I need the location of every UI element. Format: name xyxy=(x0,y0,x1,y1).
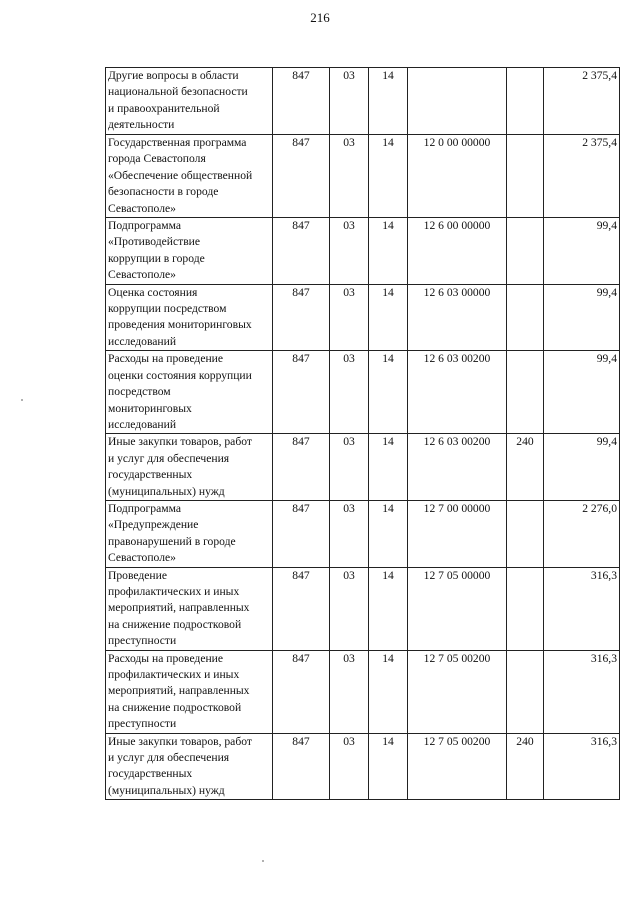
item-name-line: Севастополе» xyxy=(108,268,176,282)
amount-cell: 316,3 xyxy=(544,733,620,800)
budget-table xyxy=(105,67,620,800)
item-name-cell xyxy=(106,567,273,650)
department-code-cell: 847 xyxy=(273,733,330,800)
item-name-line: «Обеспечение общественной xyxy=(108,168,253,182)
expense-type-cell xyxy=(507,567,544,650)
item-name-line: безопасности в городе xyxy=(108,185,219,199)
item-name-line: государственных xyxy=(108,468,193,482)
target-article-cell: 12 7 05 00200 xyxy=(408,733,507,800)
item-name-line: (муниципальных) нужд xyxy=(108,484,225,498)
item-name-line: деятельности xyxy=(108,118,175,132)
subsection-code-cell: 14 xyxy=(369,500,408,567)
table-row xyxy=(106,567,620,650)
item-name-line: Севастополе» xyxy=(108,201,176,215)
section-code-cell: 03 xyxy=(330,500,369,567)
item-name-cell xyxy=(106,68,273,135)
expense-type-cell xyxy=(507,284,544,351)
subsection-code-cell: 14 xyxy=(369,733,408,800)
scan-speck xyxy=(21,399,23,401)
subsection-code-cell: 14 xyxy=(369,567,408,650)
expense-type-cell xyxy=(507,500,544,567)
table-row xyxy=(106,733,620,800)
budget-table-body xyxy=(106,68,620,800)
department-code-cell: 847 xyxy=(273,650,330,733)
table-row xyxy=(106,284,620,351)
item-name-line: «Предупреждение xyxy=(108,518,199,532)
item-name-line: профилактических и иных xyxy=(108,668,240,681)
subsection-code-cell: 14 xyxy=(369,650,408,733)
section-code-cell: 03 xyxy=(330,567,369,650)
item-name-line: Проведение xyxy=(108,568,167,582)
department-code-cell: 847 xyxy=(273,135,330,218)
table-row xyxy=(106,218,620,285)
department-code-cell: 847 xyxy=(273,284,330,351)
item-name-line: Иные закупки товаров, работ xyxy=(108,734,252,748)
target-article-cell: 12 7 05 00200 xyxy=(408,650,507,733)
expense-type-cell xyxy=(507,650,544,733)
subsection-code-cell: 14 xyxy=(369,218,408,285)
subsection-code-cell: 14 xyxy=(369,284,408,351)
item-name-line: исследований xyxy=(108,417,177,431)
expense-type-cell xyxy=(507,135,544,218)
item-name-line: Расходы на проведение xyxy=(108,352,224,366)
table-row xyxy=(106,351,620,434)
item-name-cell xyxy=(106,650,273,733)
department-code-cell: 847 xyxy=(273,567,330,650)
department-code-cell: 847 xyxy=(273,434,330,501)
item-name-line: правонарушений в городе xyxy=(108,534,236,548)
target-article-cell: 12 6 00 00000 xyxy=(408,218,507,285)
table-row xyxy=(106,650,620,733)
target-article-cell xyxy=(408,68,507,135)
item-name-line: проведения мониторинговых xyxy=(108,318,252,332)
item-name-line: мероприятий, направленных xyxy=(108,684,250,698)
item-name-line: Расходы на проведение xyxy=(108,651,224,665)
amount-cell: 2 276,0 xyxy=(544,500,620,567)
item-name-line: и услуг для обеспечения xyxy=(108,451,230,465)
amount-cell: 99,4 xyxy=(544,434,620,501)
scan-speck xyxy=(262,860,264,862)
item-name-line: Севастополе» xyxy=(108,551,176,565)
table-row xyxy=(106,500,620,567)
item-name-line: мероприятий, направленных xyxy=(108,601,250,615)
department-code-cell: 847 xyxy=(273,68,330,135)
department-code-cell: 847 xyxy=(273,351,330,434)
expense-type-cell: 240 xyxy=(507,733,544,800)
item-name-line: преступности xyxy=(108,717,177,731)
expense-type-cell: 240 xyxy=(507,434,544,501)
item-name-line: на снижение подростковой xyxy=(108,617,242,631)
item-name-line: профилактических и иных xyxy=(108,584,240,598)
item-name-line: на снижение подростковой xyxy=(108,700,242,714)
item-name-line: исследований xyxy=(108,334,177,348)
expense-type-cell xyxy=(507,68,544,135)
item-name-line: Подпрограмма xyxy=(108,219,181,233)
section-code-cell: 03 xyxy=(330,351,369,434)
item-name-cell xyxy=(106,218,273,285)
item-name-cell xyxy=(106,434,273,501)
item-name-line: и услуг для обеспечения xyxy=(108,751,230,765)
item-name-cell xyxy=(106,284,273,351)
amount-cell: 2 375,4 xyxy=(544,135,620,218)
amount-cell: 316,3 xyxy=(544,567,620,650)
expense-type-cell xyxy=(507,218,544,285)
table-row xyxy=(106,434,620,501)
table-row xyxy=(106,68,620,135)
item-name-line: Подпрограмма xyxy=(108,501,181,515)
item-name-cell xyxy=(106,351,273,434)
item-name-cell xyxy=(106,733,273,800)
item-name-line: коррупции посредством xyxy=(108,302,227,316)
item-name-line: Оценка состояния xyxy=(108,285,198,299)
item-name-line: Государственная программа xyxy=(108,136,247,149)
item-name-cell xyxy=(106,135,273,218)
subsection-code-cell: 14 xyxy=(369,351,408,434)
item-name-line: посредством xyxy=(108,385,171,399)
item-name-line: коррупции в городе xyxy=(108,251,205,265)
amount-cell: 99,4 xyxy=(544,284,620,351)
table-row xyxy=(106,135,620,218)
section-code-cell: 03 xyxy=(330,135,369,218)
department-code-cell: 847 xyxy=(273,218,330,285)
item-name-line: Иные закупки товаров, работ xyxy=(108,435,252,449)
item-name-line: (муниципальных) нужд xyxy=(108,783,225,797)
amount-cell: 99,4 xyxy=(544,351,620,434)
target-article-cell: 12 0 00 00000 xyxy=(408,135,507,218)
target-article-cell: 12 6 03 00200 xyxy=(408,351,507,434)
department-code-cell: 847 xyxy=(273,500,330,567)
item-name-line: «Противодействие xyxy=(108,235,201,249)
item-name-line: Другие вопросы в области xyxy=(108,69,239,82)
subsection-code-cell: 14 xyxy=(369,68,408,135)
amount-cell: 316,3 xyxy=(544,650,620,733)
item-name-line: и правоохранительной xyxy=(108,101,220,115)
item-name-line: города Севастополя xyxy=(108,152,206,166)
item-name-line: преступности xyxy=(108,634,177,648)
section-code-cell: 03 xyxy=(330,68,369,135)
page-number: 216 xyxy=(310,10,330,25)
item-name-line: мониторинговых xyxy=(108,401,192,415)
section-code-cell: 03 xyxy=(330,218,369,285)
expense-type-cell xyxy=(507,351,544,434)
item-name-line: национальной безопасности xyxy=(108,85,248,99)
section-code-cell: 03 xyxy=(330,650,369,733)
section-code-cell: 03 xyxy=(330,284,369,351)
target-article-cell: 12 6 03 00200 xyxy=(408,434,507,501)
amount-cell: 99,4 xyxy=(544,218,620,285)
amount-cell: 2 375,4 xyxy=(544,68,620,135)
target-article-cell: 12 7 05 00000 xyxy=(408,567,507,650)
item-name-line: государственных xyxy=(108,767,193,781)
item-name-line: оценки состояния коррупции xyxy=(108,368,252,382)
item-name-cell xyxy=(106,500,273,567)
subsection-code-cell: 14 xyxy=(369,434,408,501)
target-article-cell: 12 7 00 00000 xyxy=(408,500,507,567)
subsection-code-cell: 14 xyxy=(369,135,408,218)
section-code-cell: 03 xyxy=(330,733,369,800)
target-article-cell: 12 6 03 00000 xyxy=(408,284,507,351)
section-code-cell: 03 xyxy=(330,434,369,501)
